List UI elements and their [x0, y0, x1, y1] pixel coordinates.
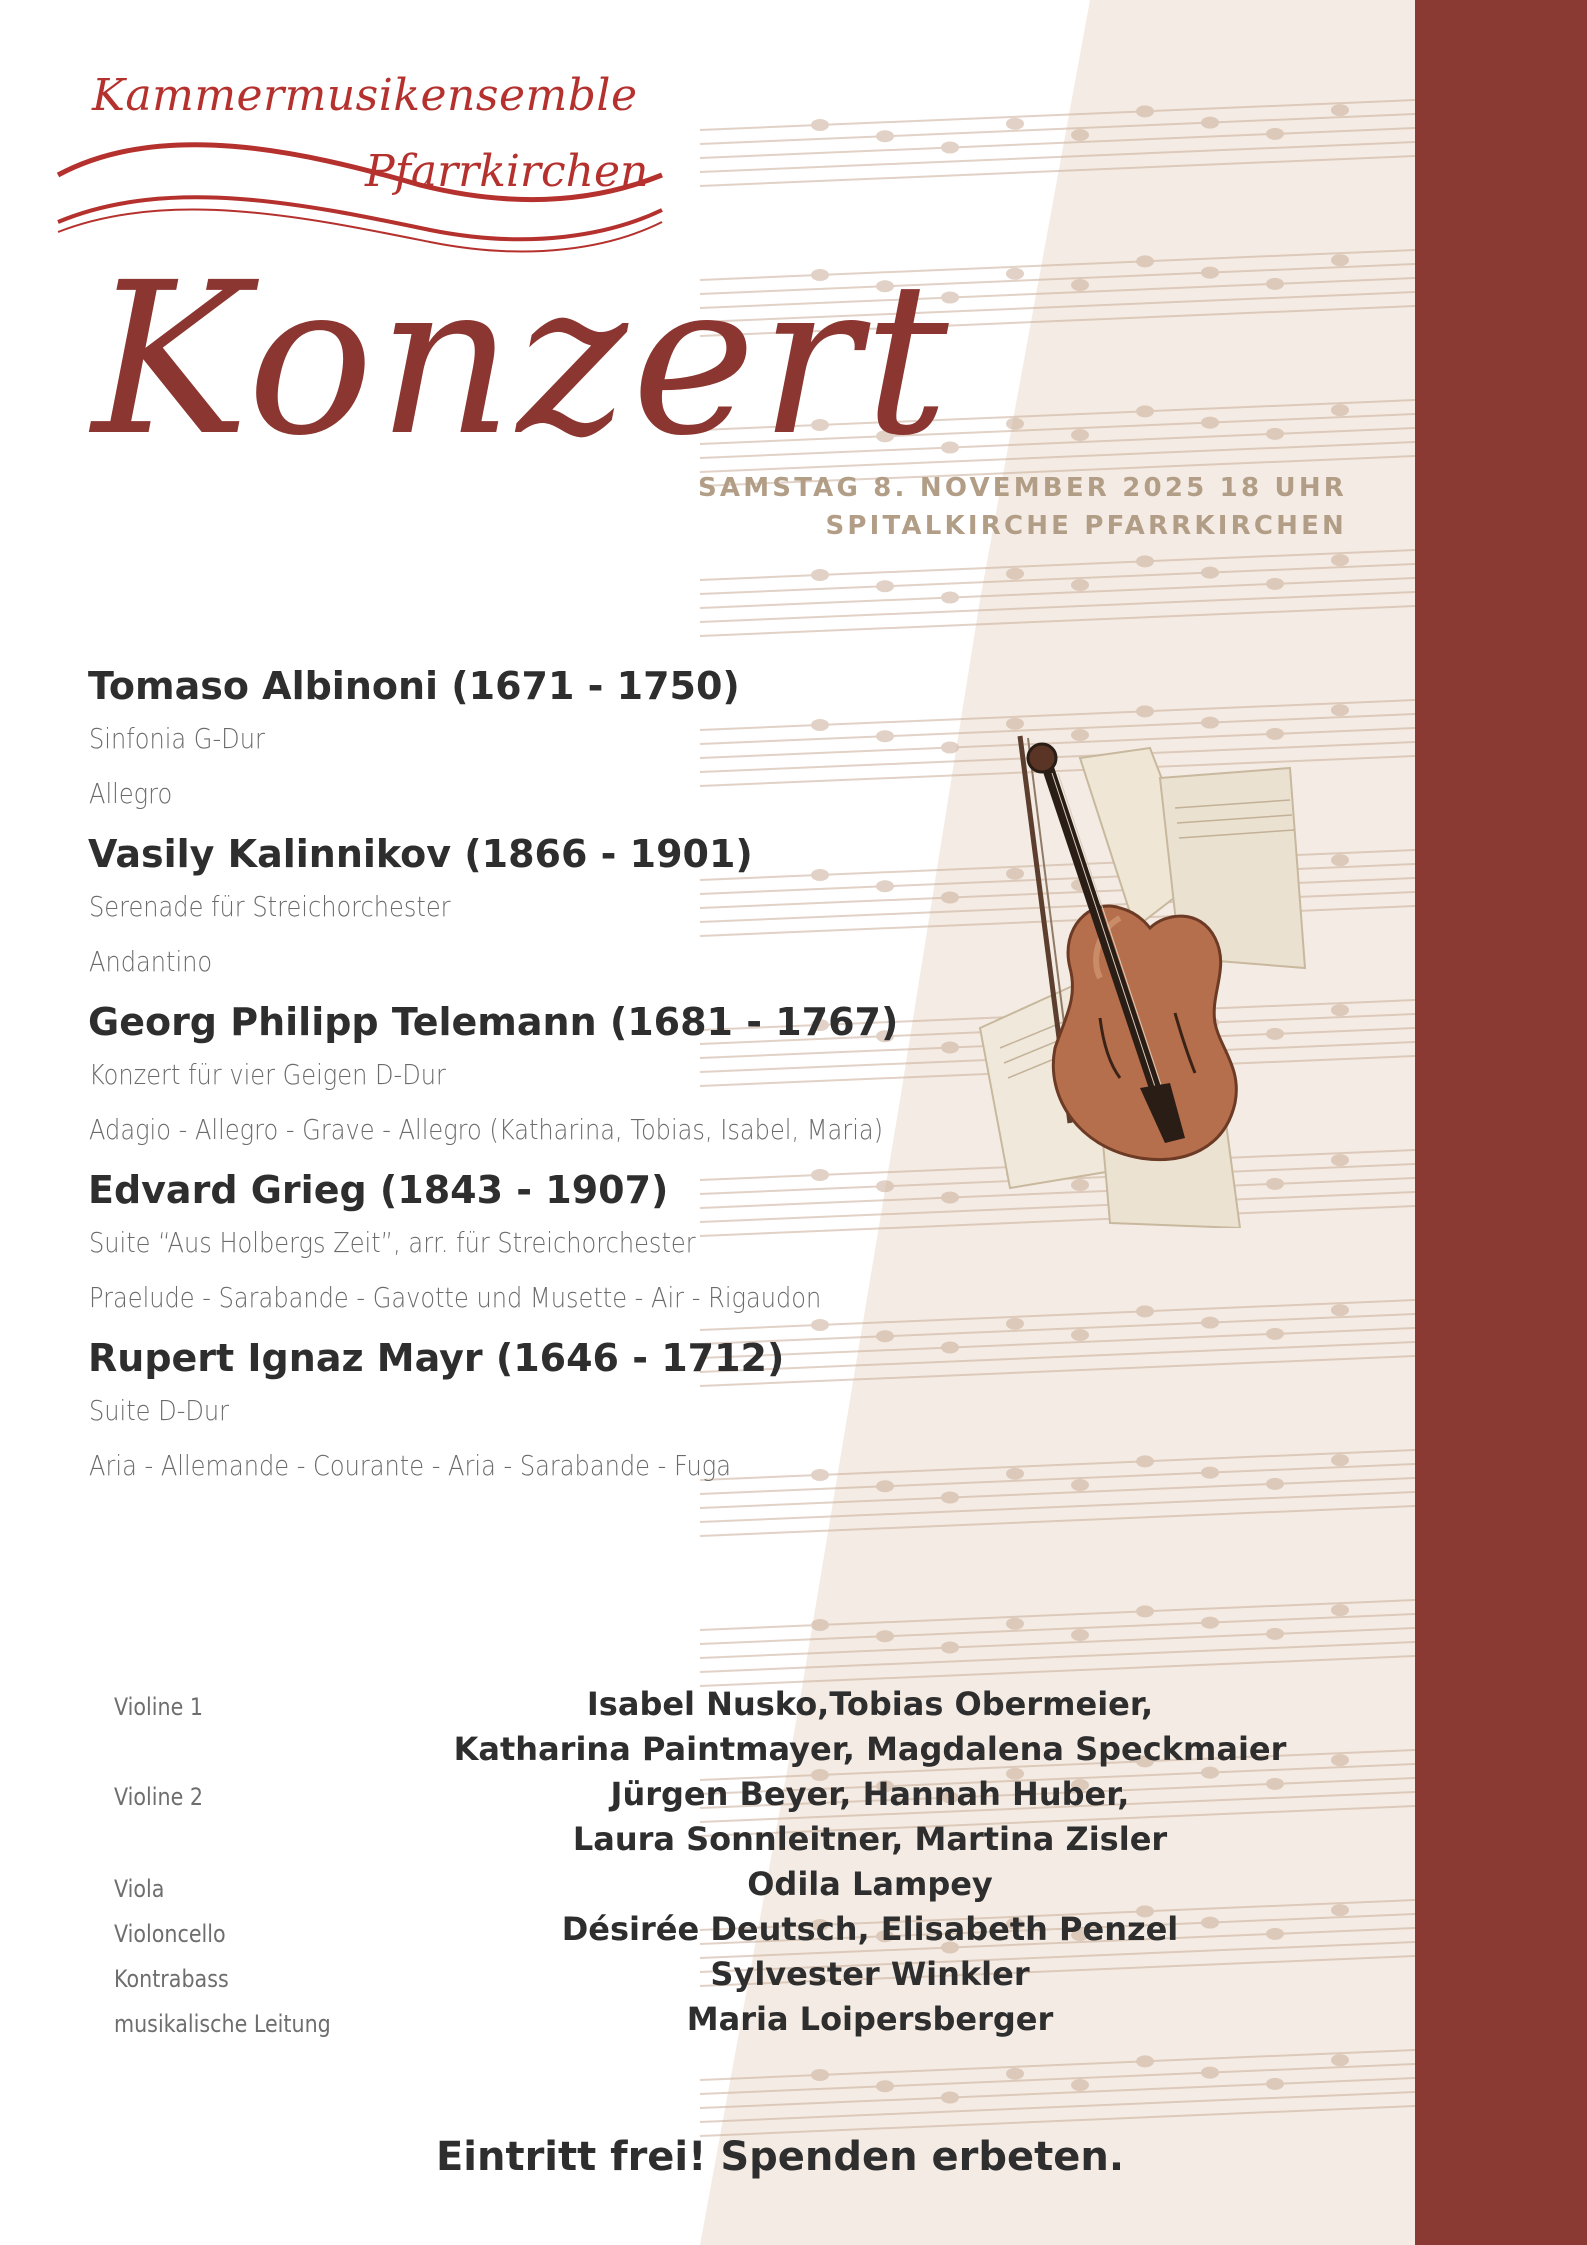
role-label: Violine 2 [114, 1783, 203, 1811]
musician-names: Isabel Nusko,Tobias Obermeier, [586, 1685, 1154, 1723]
sidebar-stripe [1415, 0, 1587, 2245]
role-label: Viola [114, 1875, 165, 1903]
concert-venue: SPITALKIRCHE PFARRKIRCHEN [825, 511, 1347, 541]
work-title: Serenade für Streichorchester [89, 890, 451, 923]
musician-names: Laura Sonnleitner, Martina Zisler [572, 1820, 1168, 1858]
ensemble-name-line1: Kammermusikensemble [92, 70, 638, 121]
work-title: Suite “Aus Holbergs Zeit”, arr. für Streichorchester [89, 1226, 696, 1259]
admission-note: Eintritt frei! Spenden erbeten. [435, 2134, 1125, 2180]
musician-names: Jürgen Beyer, Hannah Huber, [610, 1775, 1130, 1813]
role-label: Violoncello [114, 1920, 226, 1948]
work-movements: Adagio - Allegro - Grave - Allegro (Katharina, Tobias, Isabel, Maria) [89, 1113, 884, 1146]
violin-scroll [1028, 744, 1056, 772]
ensemble-name-line2: Pfarrkirchen [365, 146, 649, 197]
composer-heading: Edvard Grieg (1843 - 1907) [88, 1168, 669, 1212]
work-movements: Aria - Allemande - Courante - Aria - Sarabande - Fuga [89, 1449, 731, 1482]
role-label: musikalische Leitung [114, 2010, 331, 2038]
work-movements: Praelude - Sarabande - Gavotte und Musette - Air - Rigaudon [89, 1281, 822, 1314]
musician-names: Odila Lampey [747, 1865, 993, 1903]
page-title: Konzert [92, 237, 953, 482]
musician-names: Maria Loipersberger [686, 2000, 1054, 2038]
composer-heading: Tomaso Albinoni (1671 - 1750) [88, 664, 740, 708]
concert-date: SAMSTAG 8. NOVEMBER 2025 18 UHR [697, 473, 1347, 503]
work-title: Suite D-Dur [89, 1394, 230, 1427]
composer-heading: Vasily Kalinnikov (1866 - 1901) [88, 832, 753, 876]
musician-names: Désirée Deutsch, Elisabeth Penzel [561, 1910, 1179, 1948]
work-movements: Allegro [89, 777, 173, 810]
violin-illustration [970, 728, 1310, 1228]
role-label: Kontrabass [114, 1965, 229, 1993]
musician-names: Katharina Paintmayer, Magdalena Speckmaier [453, 1730, 1287, 1768]
work-title: Konzert für vier Geigen D-Dur [89, 1058, 446, 1091]
composer-heading: Rupert Ignaz Mayr (1646 - 1712) [88, 1336, 785, 1380]
composer-heading: Georg Philipp Telemann (1681 - 1767) [88, 1000, 899, 1044]
work-movements: Andantino [89, 945, 213, 978]
work-title: Sinfonia G-Dur [89, 722, 265, 755]
role-label: Violine 1 [114, 1693, 203, 1721]
musician-names: Sylvester Winkler [710, 1955, 1030, 1993]
violin-body [1053, 906, 1236, 1159]
logo-swoosh-2 [58, 197, 662, 239]
